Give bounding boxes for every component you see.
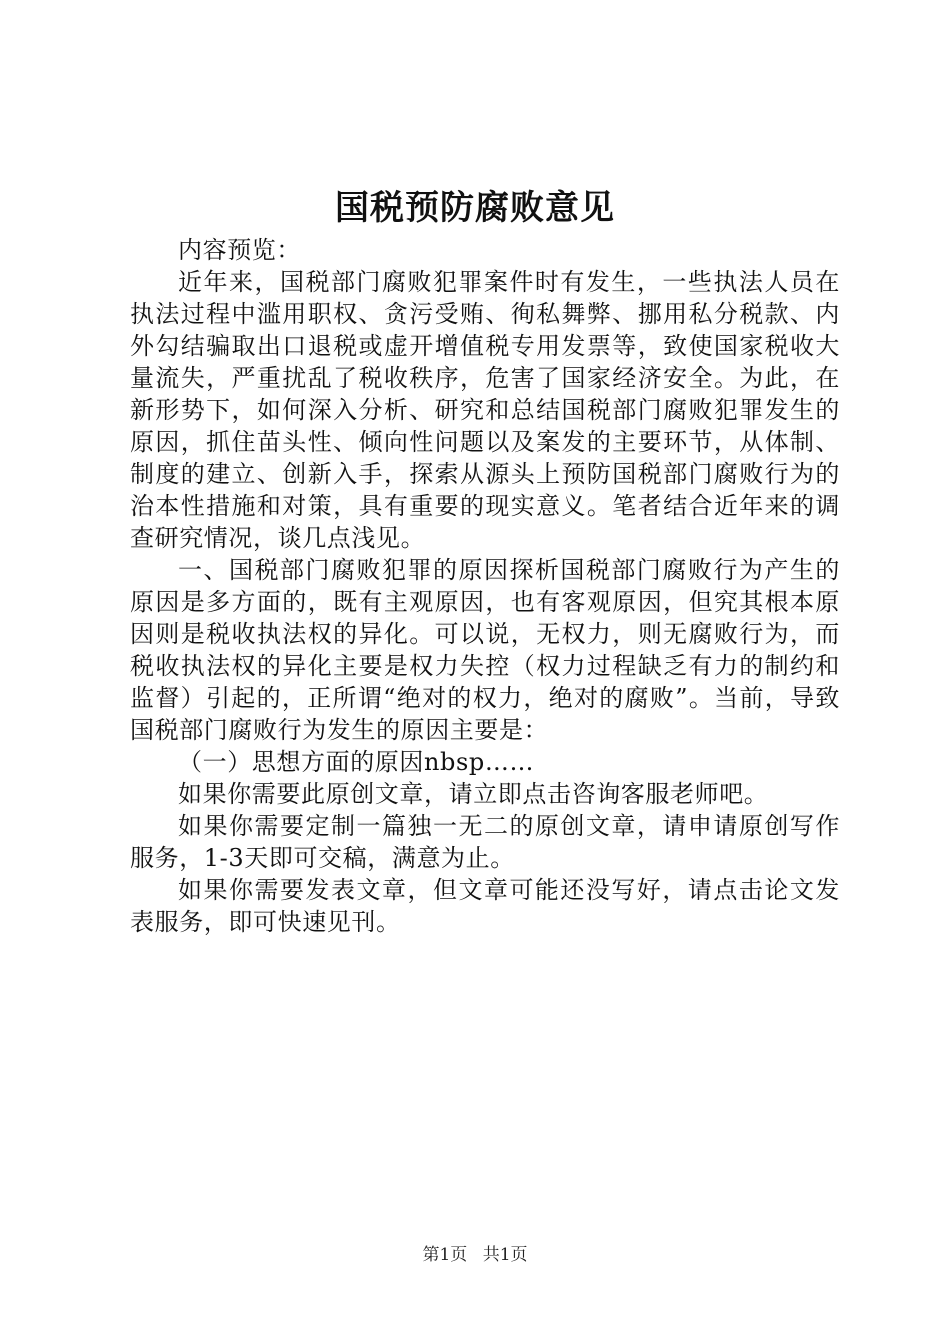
paragraph-custom-writing: 如果你需要定制一篇独一无二的原创文章，请申请原创写作服务，1-3天即可交稿，满意为止。 bbox=[130, 812, 840, 872]
document-title: 国税预防腐败意见 bbox=[335, 188, 615, 228]
page-number: 第1页 bbox=[422, 1245, 468, 1265]
page-footer bbox=[0, 1244, 950, 1266]
paragraph-preview-label: 内容预览： bbox=[178, 236, 301, 264]
paragraph-publish-service: 如果你需要发表文章，但文章可能还没写好，请点击论文发表服务，即可快速见刊。 bbox=[130, 876, 840, 936]
paragraph-intro: 近年来，国税部门腐败犯罪案件时有发生，一些执法人员在执法过程中滥用职权、贪污受贿、徇私舞弊、挪用私分税款、内外勾结骗取出口退税或虚开增值税专用发票等，致使国家税收大量流失，严重扰乱了税收秩序，危害了国家经济安全。为此，在新形势下，如何深入分析、研究和总结国税部门腐败犯罪发生的原因，抓住苗头性、倾向性问题以及案发的主要环节，从体制、制度的建立、创新入手，探索从源头上预防国税部门腐败行为的治本性措施和对策，具有重要的现实意义。笔者结合近年来的调查研究情况，谈几点浅见。 bbox=[130, 268, 840, 552]
page-total: 共1页 bbox=[482, 1245, 528, 1265]
paragraph-section-one: 一、国税部门腐败犯罪的原因探析国税部门腐败行为产生的原因是多方面的，既有主观原因，也有客观原因，但究其根本原因则是税收执法权的异化。可以说，无权力，则无腐败行为，而税收执法权的异化主要是权力失控（权力过程缺乏有力的制约和监督）引起的，正所谓“绝对的权力，绝对的腐败”。当前，导致国税部门腐败行为发生的原因主要是： bbox=[130, 556, 840, 744]
paragraph-subsection: （一）思想方面的原因nbsp…… bbox=[178, 748, 535, 776]
document-body bbox=[130, 234, 840, 938]
paragraph-consult-prompt: 如果你需要此原创文章，请立即点击咨询客服老师吧。 bbox=[178, 780, 769, 808]
